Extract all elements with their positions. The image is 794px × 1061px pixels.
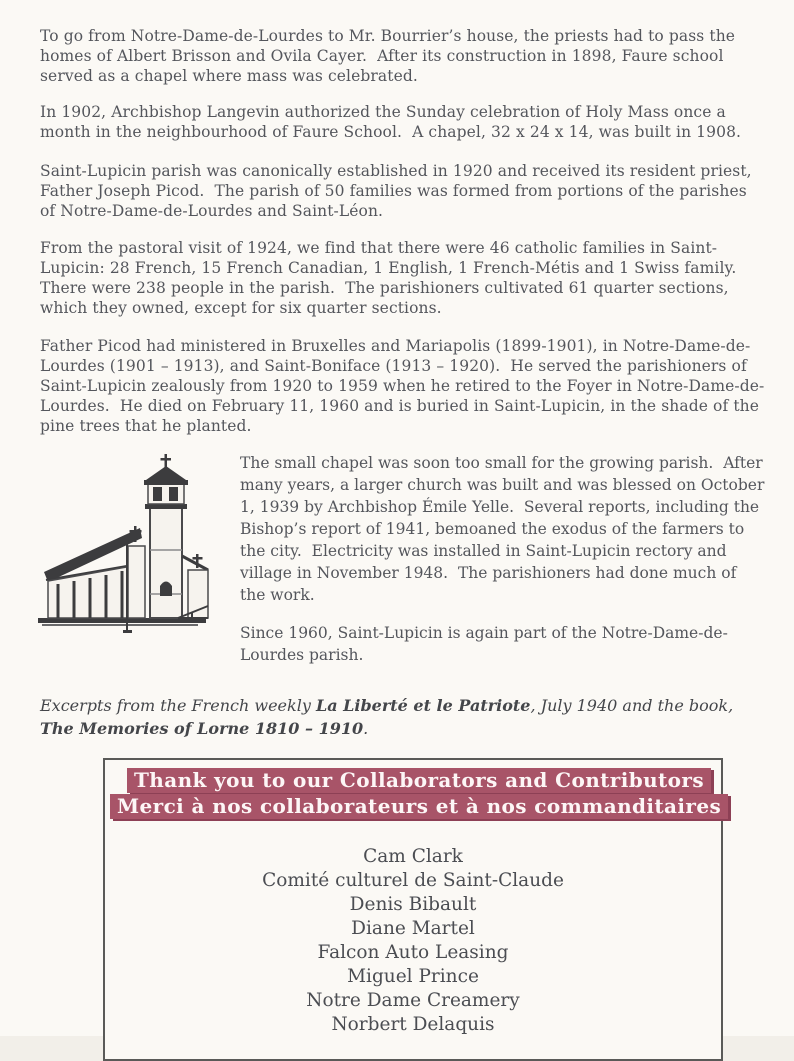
excerpt-suffix: . bbox=[363, 719, 369, 738]
credits-box bbox=[103, 758, 723, 1061]
paragraph-father-picod: Father Picod had ministered in Bruxelles and Mariapolis (1899-1901), in Notre-Dame-de-Lourdes (1901 – 1913), and Saint-Boniface (1913 – 1920). He served the parishioners of Saint-Lupicin zealously from 1920 to 1959 when he retired to the Foyer in Notre-Dame-de-Lourdes. He died on February 11, 1960 and is buried in Saint-Lupicin, in the shade of the pine trees that he planted. bbox=[40, 337, 765, 435]
excerpt-middle: , July 1940 and the book, bbox=[530, 696, 734, 715]
credit-name: Falcon Auto Leasing bbox=[317, 942, 509, 963]
paragraph-parish-established: Saint-Lupicin parish was canonically established in 1920 and received its resident priest, Father Joseph Picod. The parish of 50 families was formed from portions of the parishes of Notre-Dame-de-Lourdes and Saint-Léon. bbox=[40, 162, 757, 220]
excerpt-source-note bbox=[40, 694, 766, 740]
excerpt-prefix: Excerpts from the French weekly bbox=[40, 696, 316, 715]
paragraph-1902-chapel: In 1902, Archbishop Langevin authorized the Sunday celebration of Holy Mass once a month in the neighbourhood of Faure School. A chapel, 32 x 24 x 14, was built in 1908. bbox=[40, 103, 742, 141]
church-section bbox=[40, 450, 770, 682]
credit-name: Cam Clark bbox=[363, 846, 463, 867]
church-text-column bbox=[226, 450, 770, 682]
church-image bbox=[28, 450, 226, 646]
credit-name: Miguel Prince bbox=[347, 966, 479, 987]
paragraph-larger-church: The small chapel was soon too small for the growing parish. After many years, a larger church was built and was blessed on October 1, 1939 by Archbishop Émile Yelle. Several reports, including the Bishop’s report of 1941, bemoaned the exodus of the farmers to the city. Electricity was installed in Saint-Lupicin rectory and village in November 1948. The parishioners had done much of the work. bbox=[240, 454, 770, 604]
credit-name: Notre Dame Creamery bbox=[306, 990, 520, 1011]
credit-name: Denis Bibault bbox=[349, 894, 477, 915]
credit-name: Comité culturel de Saint-Claude bbox=[262, 870, 564, 891]
excerpt-title-la-liberte: La Liberté et le Patriote bbox=[315, 696, 531, 715]
credits-names-list bbox=[105, 845, 721, 1037]
credit-name: Norbert Delaquis bbox=[331, 1014, 495, 1035]
paragraph-since-1960: Since 1960, Saint-Lupicin is again part of the Notre-Dame-de-Lourdes parish. bbox=[240, 624, 728, 664]
paragraph-faure-school: To go from Notre-Dame-de-Lourdes to Mr. Bourrier’s house, the priests had to pass the homes of Albert Brisson and Ovila Cayer. After its construction in 1898, Faure school served as a chapel where mass was celebrated. bbox=[40, 27, 741, 85]
excerpt-title-memories-of-lorne: The Memories of Lorne 1810 – 1910 bbox=[40, 719, 364, 738]
credits-header-french: Merci à nos collaborateurs et à nos commanditaires bbox=[110, 794, 728, 819]
credit-name: Diane Martel bbox=[351, 918, 475, 939]
paragraph-pastoral-visit: From the pastoral visit of 1924, we find that there were 46 catholic families in Saint-Lupicin: 28 French, 15 French Canadian, 1 English, 1 French-Métis and 1 Swiss family. There were 238 people in the parish. The parishioners cultivated 61 quarter sections, which they owned, except for six quarter sections. bbox=[40, 239, 747, 317]
credits-header-english: Thank you to our Collaborators and Contributors bbox=[127, 768, 711, 793]
